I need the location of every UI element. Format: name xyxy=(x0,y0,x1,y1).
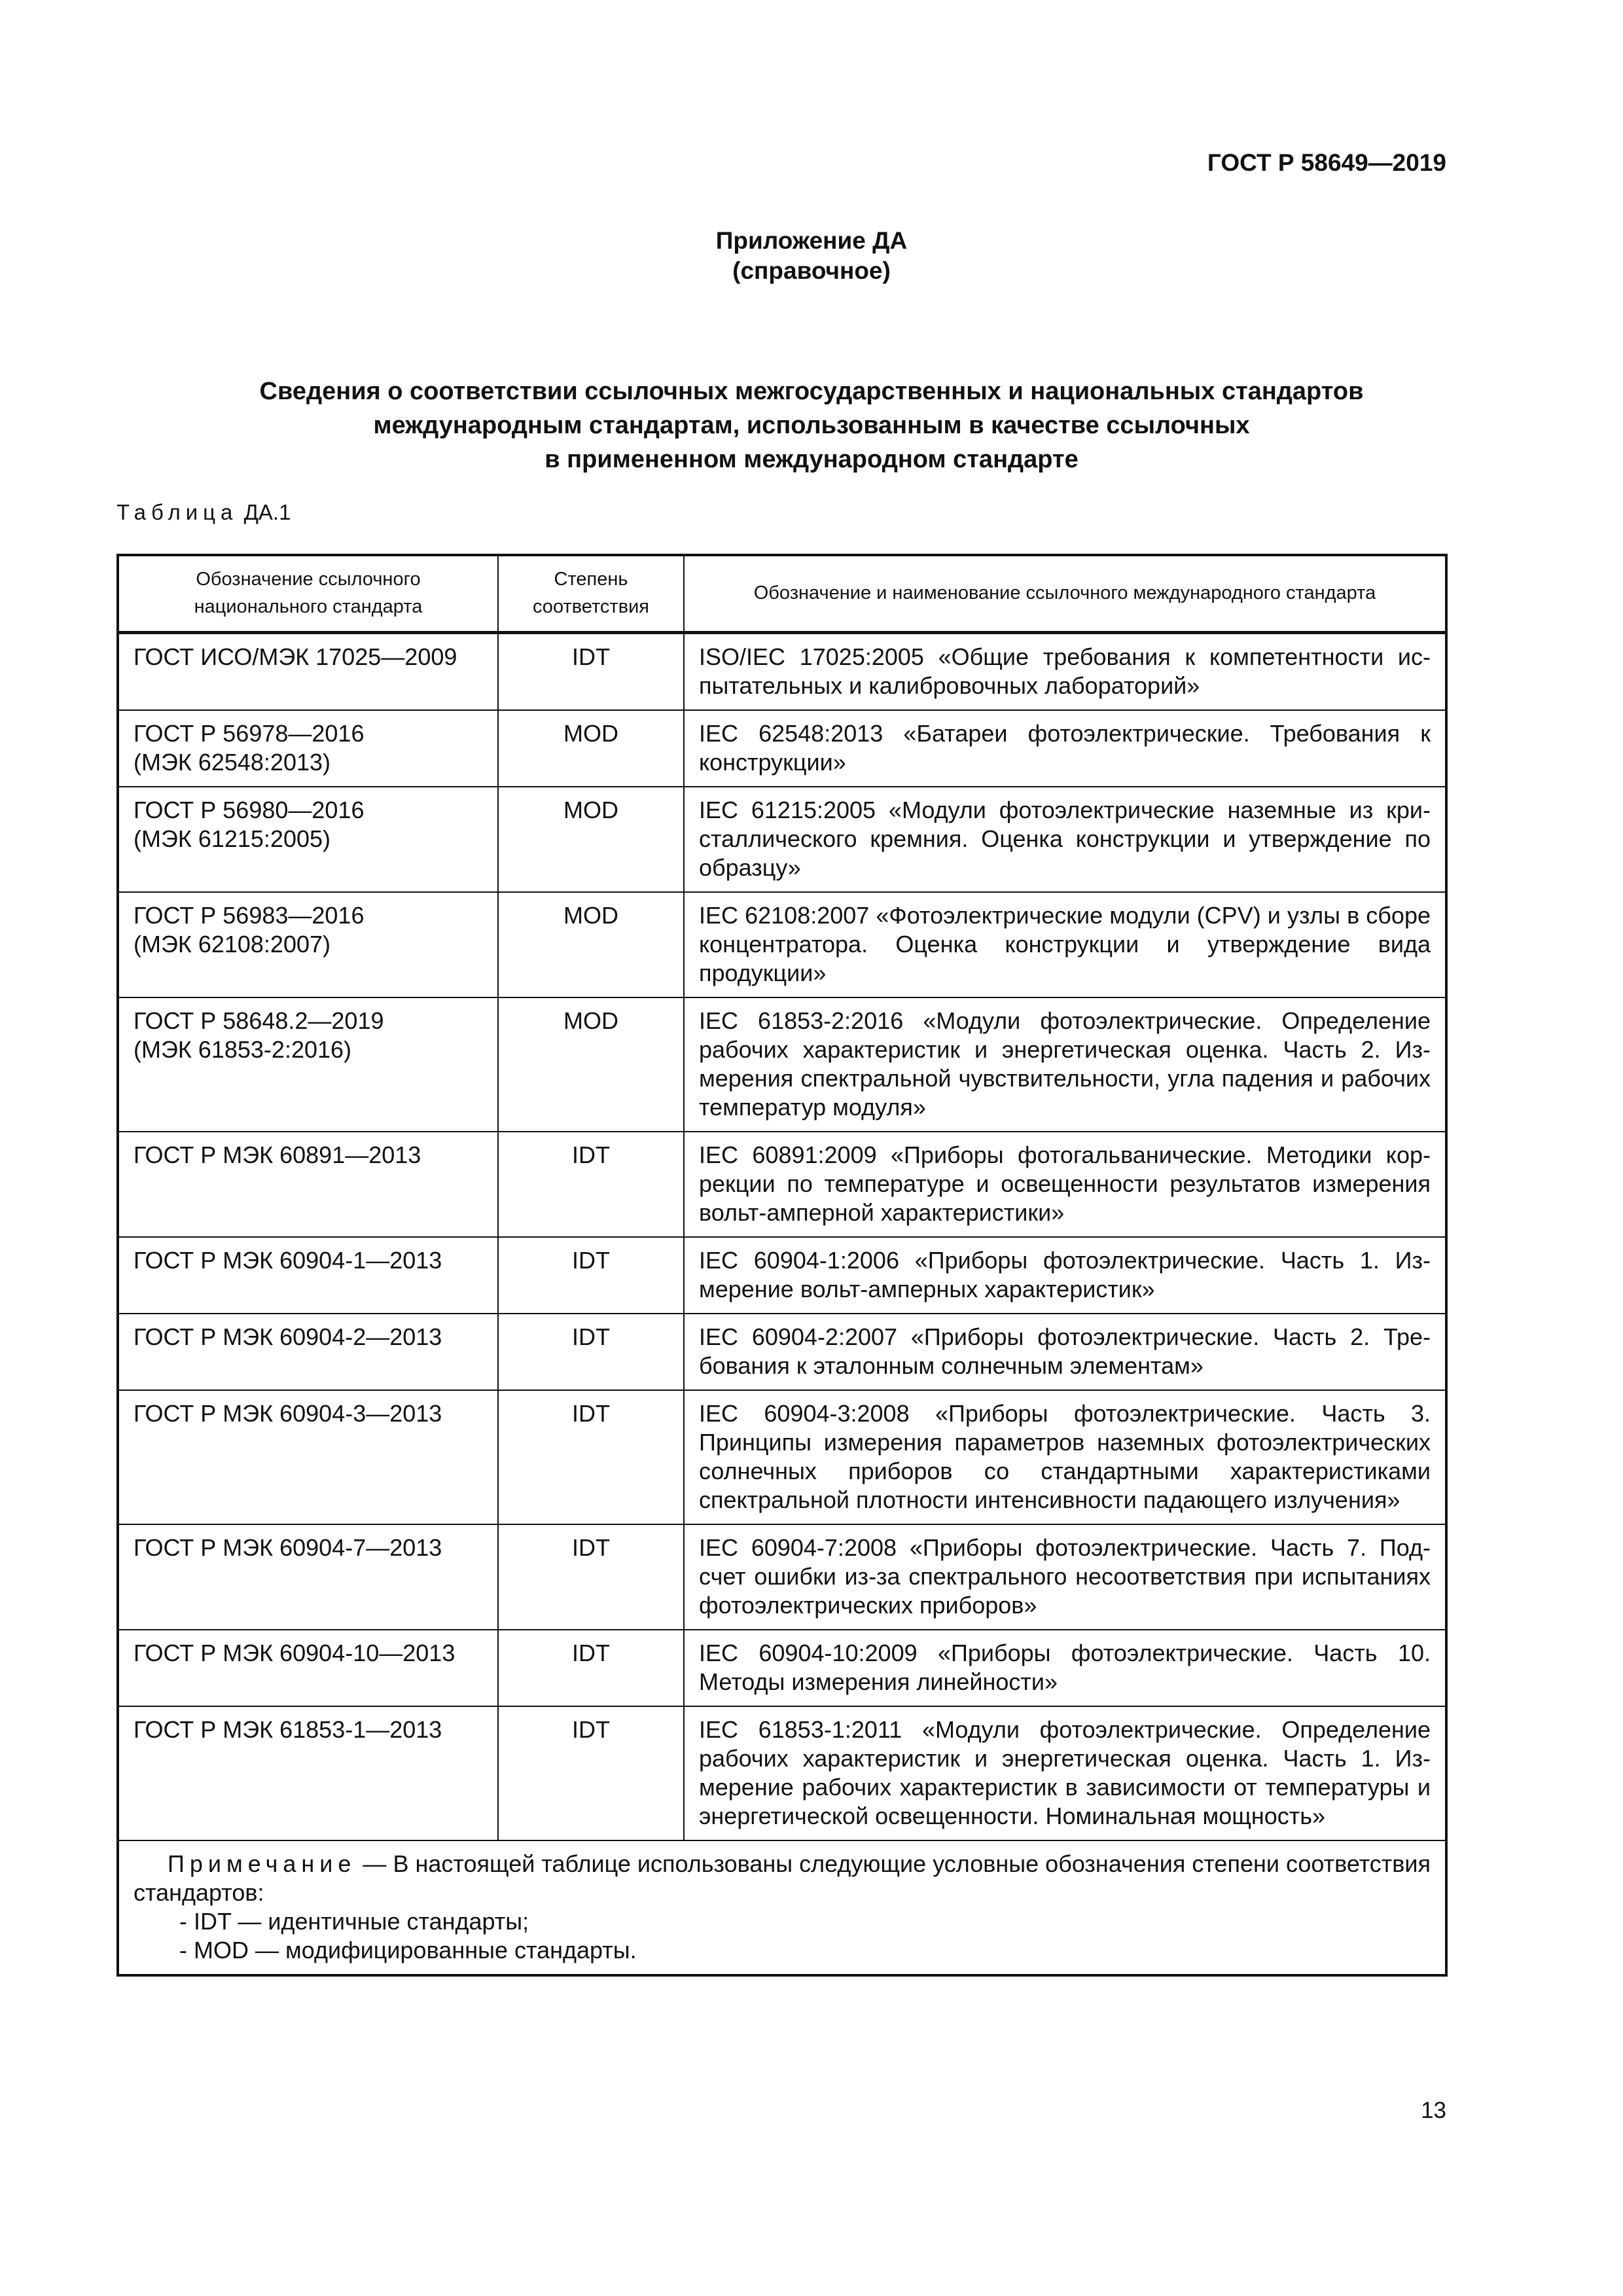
compliance-degree-cell: IDT xyxy=(498,1132,684,1237)
table-row xyxy=(118,892,1446,997)
table-body xyxy=(118,633,1446,1841)
table-row xyxy=(118,1706,1446,1840)
national-standard-cell xyxy=(118,633,498,711)
international-standard-cell: IEC 61853-1:2011 «Модули фотоэлектрические. Определение рабочих характеристик и энергетическая оценка. Часть 1. Измерение рабочих характеристик в зависимости от температуры и энергетической освещенности. Номинальная мощность» xyxy=(684,1706,1446,1840)
compliance-degree-cell: IDT xyxy=(498,1237,684,1314)
compliance-degree-cell: MOD xyxy=(498,710,684,787)
appendix-heading xyxy=(0,226,1623,286)
national-standard-cell xyxy=(118,1706,498,1840)
section-title xyxy=(0,374,1623,476)
international-standard-cell: IEC 61853-2:2016 «Модули фотоэлектрические. Определение рабочих характеристик и энергетическая оценка. Часть 2. Измерения спектральной чувствительности, угла падения и рабочих температур модуля» xyxy=(684,997,1446,1132)
national-standard-line: (МЭК 62548:2013) xyxy=(134,749,331,776)
compliance-degree-cell: MOD xyxy=(498,997,684,1132)
national-standard-line: ГОСТ Р МЭК 60904-1—2013 xyxy=(134,1247,442,1274)
note-body: — В настоящей таблице использованы следующие условные обозначения степени соответствия стандартов: xyxy=(134,1850,1431,1906)
national-standard-cell xyxy=(118,1237,498,1314)
national-standard-line: ГОСТ Р МЭК 60904-3—2013 xyxy=(134,1400,442,1427)
international-standard-cell: IEC 60904-1:2006 «Приборы фотоэлектрические. Часть 1. Измерение вольт-амперных характеристик» xyxy=(684,1237,1446,1314)
page-number: 13 xyxy=(1421,2098,1446,2123)
table-caption-number: ДА.1 xyxy=(243,500,291,524)
table-note-row xyxy=(118,1840,1446,1975)
international-standard-cell: IEC 62108:2007 «Фотоэлектрические модули (CPV) и узлы в сборе концентратора. Оценка конструкции и утверждение вида продукции» xyxy=(684,892,1446,997)
table-row xyxy=(118,997,1446,1132)
section-title-line: в примененном международном стандарте xyxy=(544,446,1079,473)
national-standard-line: ГОСТ Р МЭК 60904-7—2013 xyxy=(134,1534,442,1561)
national-standard-cell xyxy=(118,1314,498,1390)
column-header-line: соответствия xyxy=(532,596,650,617)
appendix-subtitle: (справочное) xyxy=(732,257,891,284)
international-standard-cell: IEC 61215:2005 «Модули фотоэлектрические наземные из кристаллического кремния. Оценка конструкции и утверждение по образцу» xyxy=(684,787,1446,892)
national-standard-line: ГОСТ Р МЭК 60904-2—2013 xyxy=(134,1323,442,1350)
international-standard-cell: IEC 62548:2013 «Батареи фотоэлектрические. Требования к конструкции» xyxy=(684,710,1446,787)
international-standard-cell: IEC 60891:2009 «Приборы фотогальванические. Методики коррекции по температуре и освещенности результатов измерения вольт-амперной характеристики» xyxy=(684,1132,1446,1237)
note-item-mod: - MOD — модифицированные стандарты. xyxy=(179,1937,637,1964)
column-header-degree xyxy=(498,555,684,633)
note-item-idt: - IDT — идентичные стандарты; xyxy=(179,1908,529,1935)
standards-table xyxy=(116,554,1448,1977)
table-row xyxy=(118,1237,1446,1314)
national-standard-line: ГОСТ Р МЭК 60904-10—2013 xyxy=(134,1640,455,1666)
international-standard-cell: ISO/IEC 17025:2005 «Общие требования к компетентности испытательных и калибровочных лабораторий» xyxy=(684,633,1446,711)
table-row xyxy=(118,1132,1446,1237)
national-standard-cell xyxy=(118,787,498,892)
appendix-title: Приложение ДА xyxy=(715,227,908,254)
column-header-international xyxy=(684,555,1446,633)
compliance-degree-cell: IDT xyxy=(498,1706,684,1840)
national-standard-line: (МЭК 62108:2007) xyxy=(134,931,331,958)
international-standard-cell: IEC 60904-3:2008 «Приборы фотоэлектрические. Часть 3. Принципы измерения параметров наземных фотоэлектрических солнечных приборов со стандартными характеристиками спектральной плотности интенсивности падающего излучения» xyxy=(684,1390,1446,1524)
table-row xyxy=(118,710,1446,787)
section-title-line: международным стандартам, использованным в качестве ссылочных xyxy=(373,412,1250,439)
national-standard-cell xyxy=(118,1132,498,1237)
national-standard-cell xyxy=(118,892,498,997)
table-row xyxy=(118,1390,1446,1524)
section-title-line: Сведения о соответствии ссылочных межгосударственных и национальных стандартов xyxy=(259,378,1364,405)
column-header-line: Обозначение ссылочного xyxy=(196,569,421,590)
compliance-degree-cell: IDT xyxy=(498,1524,684,1630)
table-row xyxy=(118,633,1446,711)
national-standard-cell xyxy=(118,997,498,1132)
note-text xyxy=(134,1850,1431,1907)
compliance-degree-cell: IDT xyxy=(498,1314,684,1390)
national-standard-cell xyxy=(118,1390,498,1524)
table-caption xyxy=(116,500,291,525)
national-standard-cell xyxy=(118,710,498,787)
table-row xyxy=(118,1524,1446,1630)
national-standard-line: ГОСТ Р 56978—2016 xyxy=(134,720,365,747)
compliance-degree-cell: MOD xyxy=(498,892,684,997)
document-code: ГОСТ Р 58649—2019 xyxy=(1207,149,1446,176)
table-header-row xyxy=(118,555,1446,633)
column-header-national xyxy=(118,555,498,633)
national-standard-line: ГОСТ Р 58648.2—2019 xyxy=(134,1007,384,1034)
national-standard-line: (МЭК 61215:2005) xyxy=(134,825,331,852)
international-standard-cell: IEC 60904-2:2007 «Приборы фотоэлектрические. Часть 2. Требования к эталонным солнечным элементам» xyxy=(684,1314,1446,1390)
national-standard-line: ГОСТ Р МЭК 61853-1—2013 xyxy=(134,1716,442,1743)
national-standard-line: ГОСТ Р МЭК 60891—2013 xyxy=(134,1141,421,1168)
compliance-degree-cell: IDT xyxy=(498,633,684,711)
note-label: Примечание xyxy=(168,1850,357,1877)
national-standard-line: ГОСТ ИСО/МЭК 17025—2009 xyxy=(134,643,457,670)
column-header-line: Обозначение и наименование ссылочного международного стандарта xyxy=(753,583,1376,603)
compliance-degree-cell: IDT xyxy=(498,1390,684,1524)
national-standard-cell xyxy=(118,1630,498,1706)
table-row xyxy=(118,1314,1446,1390)
international-standard-cell: IEC 60904-10:2009 «Приборы фотоэлектрические. Часть 10. Методы измерения линейности» xyxy=(684,1630,1446,1706)
national-standard-line: ГОСТ Р 56980—2016 xyxy=(134,797,365,823)
table-caption-label: Таблица xyxy=(116,500,238,524)
table-row xyxy=(118,787,1446,892)
national-standard-cell xyxy=(118,1524,498,1630)
table-row xyxy=(118,1630,1446,1706)
column-header-line: национального стандарта xyxy=(194,596,423,617)
column-header-line: Степень xyxy=(554,569,628,590)
international-standard-cell: IEC 60904-7:2008 «Приборы фотоэлектрические. Часть 7. Подсчет ошибки из-за спектрального несоответствия при испытаниях фотоэлектрических приборов» xyxy=(684,1524,1446,1630)
table-note xyxy=(118,1840,1446,1975)
national-standard-line: ГОСТ Р 56983—2016 xyxy=(134,902,365,929)
compliance-degree-cell: MOD xyxy=(498,787,684,892)
compliance-degree-cell: IDT xyxy=(498,1630,684,1706)
national-standard-line: (МЭК 61853-2:2016) xyxy=(134,1036,352,1063)
